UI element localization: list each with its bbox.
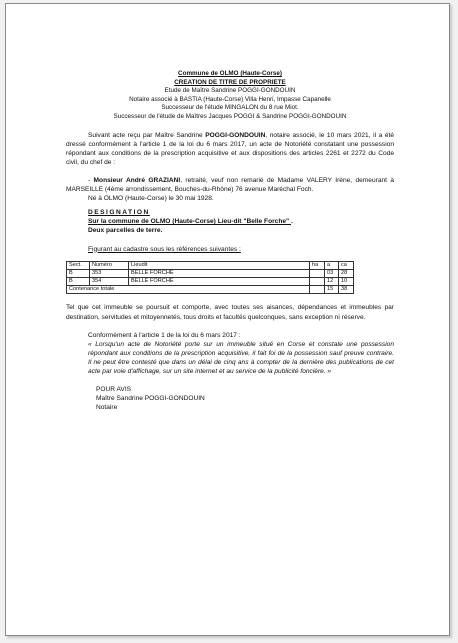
law-reference: Conformément à l'article 1 de la loi du 6 mars 2017 : (88, 331, 241, 339)
intro-text-2: , notaire associé, le 10 mars 2021, il a été dressé conformément à l'article 1 de la loi du 6 mars 2017, un acte de Notoriété constatant une possession répondant aux conditions de la prescription acquisitive et aux dispositions des articles 2261 et 2272 du Code civil, du chef de : (66, 131, 394, 166)
table-row (67, 278, 354, 286)
cell-a: 12 (325, 278, 339, 286)
property-paragraph: Tel que cet immeuble se poursuit et comporte, avec toutes ses aisances, dépendances et immeubles par destination, servitudes et mitoyennetés, tous droits et facultés quelconques, sans exception ni réserve. (66, 304, 394, 321)
party-name: Monsieur André GRAZIANI (93, 176, 181, 184)
header-lieudit: Lieudit (129, 261, 310, 269)
cell-lieudit: BELLE FORCHE (129, 269, 310, 277)
total-ca: 38 (339, 286, 354, 294)
signature-title: Notaire (96, 404, 118, 412)
intro-paragraph (66, 131, 394, 167)
total-label: Contenance totale (67, 286, 310, 294)
cell-sect: B (67, 278, 90, 286)
cadastre-header-row (67, 261, 354, 269)
cell-ca: 28 (339, 269, 354, 277)
notary-address: Notaire associé à BASTIA (Haute-Corse) Villa Henri, Impasse Capanelle (129, 95, 331, 103)
signature-pour-avis: POUR AVIS (96, 386, 132, 394)
table-row (67, 269, 354, 277)
header-sect: Sect. (67, 261, 90, 269)
total-ha (310, 286, 325, 294)
designation-title: DESIGNATION (88, 209, 150, 217)
document-title: CREATION DE TITRE DE PROPRIETE (174, 78, 286, 86)
designation-location-end: . (291, 218, 293, 226)
notary-name: POGGI-GONDOUIN (205, 131, 266, 139)
notice-content (66, 70, 394, 412)
cell-numero: 354 (90, 278, 129, 286)
successor-line-2: Successeur de l'étude de Maîtres Jacques POGGI & Sandrine POGGI-GONDOUIN (113, 112, 347, 120)
cell-ha (310, 278, 325, 286)
party-dash: - (88, 176, 94, 184)
commune-title: Commune de OLMO (Haute-Corse) (178, 70, 282, 77)
birth-line: Né à OLMO (Haute-Corse) le 30 mai 1928. (88, 195, 214, 203)
total-a: 15 (325, 286, 339, 294)
party-paragraph (66, 176, 394, 194)
cadastre-intro: Figurant au cadastre sous les références suivantes : (88, 245, 241, 253)
designation-section (66, 208, 394, 235)
successor-line-1: Successeur de l'étude MINGALON du 8 rue Miot. (161, 104, 299, 112)
cell-a: 03 (325, 269, 339, 277)
intro-text-1: Suivant acte reçu par Maître Sandrine (88, 131, 206, 139)
signature-name: Maître Sandrine POGGI-GONDOUIN (96, 395, 205, 403)
designation-location (88, 217, 394, 226)
cell-ca: 10 (339, 278, 354, 286)
header-ca: ca (339, 261, 354, 269)
header-a: a (325, 261, 339, 269)
cell-numero: 353 (90, 269, 129, 277)
cell-sect: B (67, 269, 90, 277)
notice-header (66, 70, 394, 122)
document-page (5, 3, 450, 636)
study-line: Etude de Maître Sandrine POGGI-GONDOUIN (164, 87, 296, 95)
party-details: , retraité, veuf non remarié de Madame VALERY Irène, demeurant à MARSEILLE (4ème arrondissement, Bouches-du-Rhône) 76 avenue Maréchal Foch. (66, 176, 394, 194)
header-ha: ha (310, 261, 325, 269)
cadastre-table (66, 261, 354, 295)
cell-ha (310, 269, 325, 277)
designation-parcels: Deux parcelles de terre. (88, 227, 163, 235)
law-quote: « Lorsqu'un acte de Notoriété porte sur un immeuble situé en Corse et constate une possession répondant aux conditions de la prescription acquisitive, il fait foi de la possession sauf preuve contraire. Il ne peut être contesté que dans un délai de cinq ans à compter de la dernière des publications de cet acte par voie d'affichage, sur un site internet et au service de la publicité foncière. » (88, 340, 394, 375)
header-numero: Numéro (90, 261, 129, 269)
total-row (67, 286, 354, 294)
cell-lieudit: BELLE FORCHE (129, 278, 310, 286)
designation-location-text: Sur la commune de OLMO (Haute-Corse) Lieu-dit "Belle Forche" (88, 218, 291, 226)
signature-block (66, 385, 394, 412)
